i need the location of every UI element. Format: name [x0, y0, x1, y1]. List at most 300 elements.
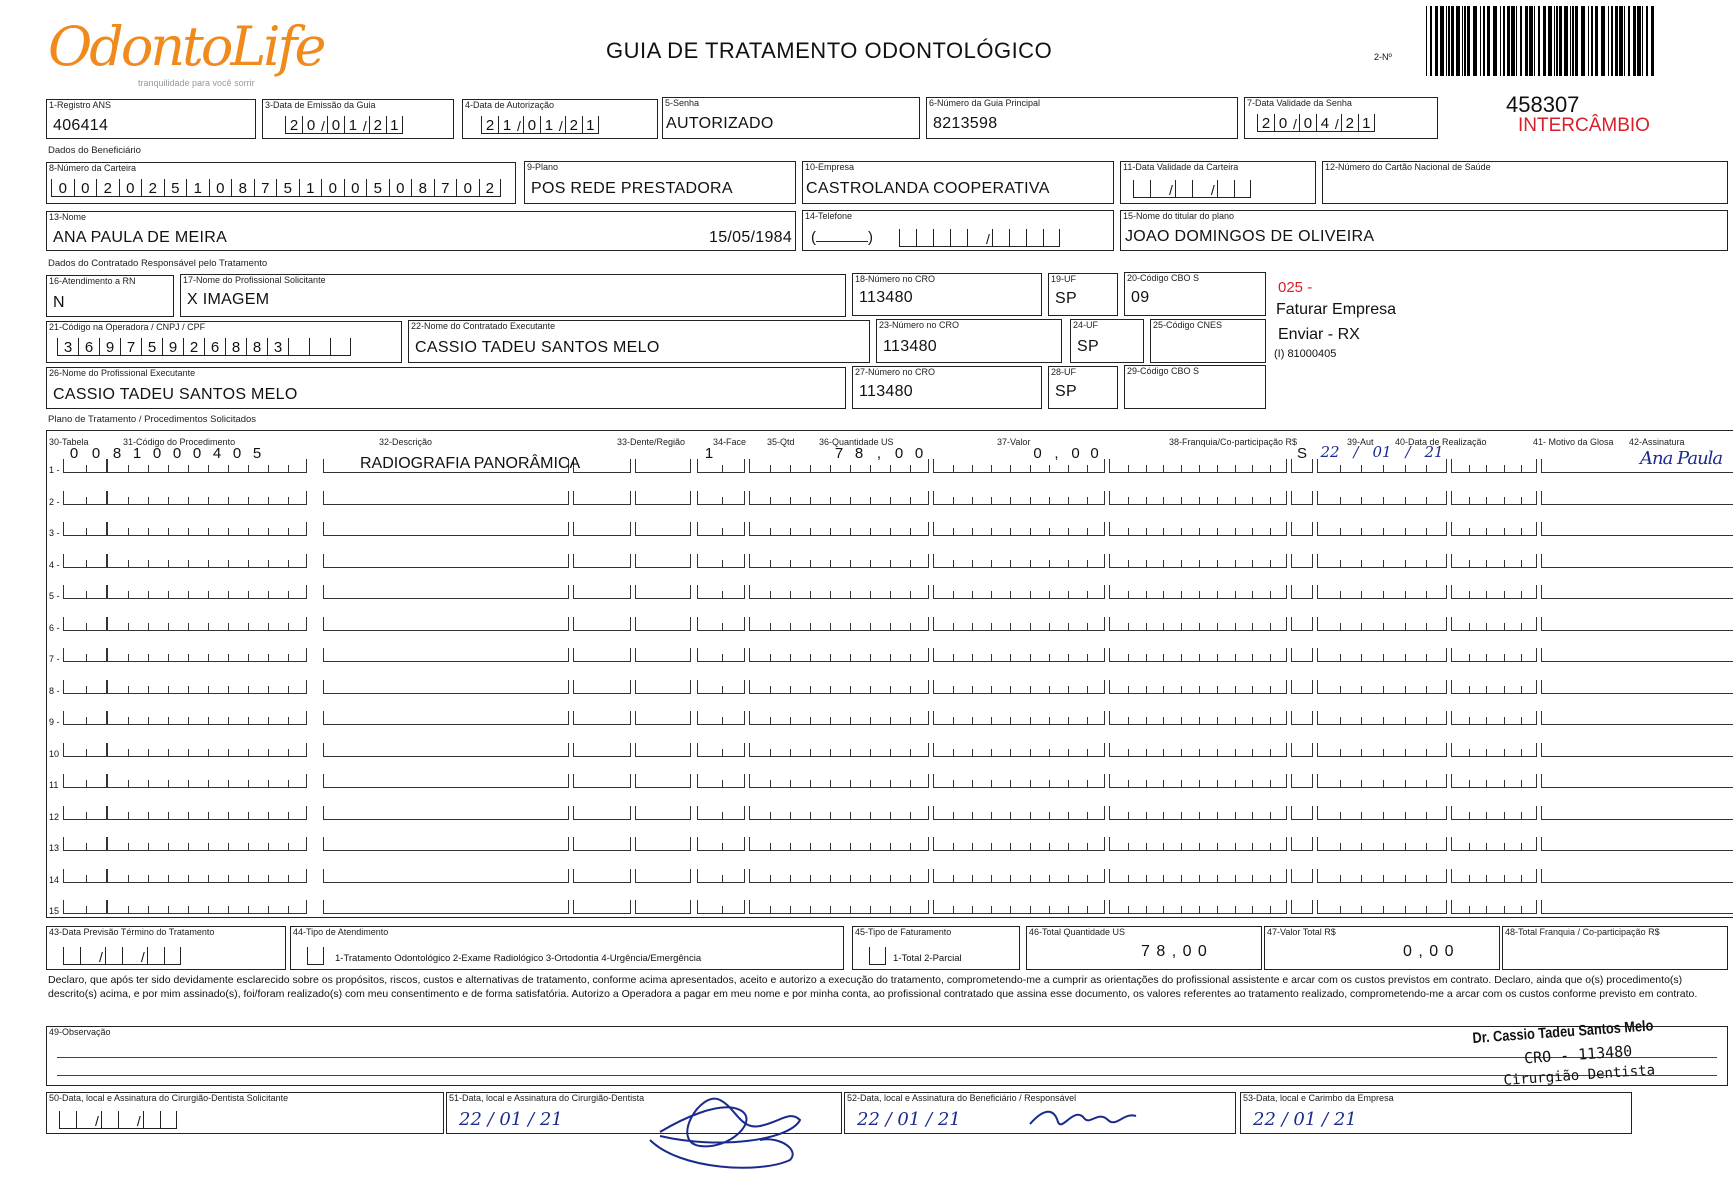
table-cell[interactable]: [1317, 491, 1447, 505]
table-cell[interactable]: [1291, 522, 1313, 536]
table-cell[interactable]: [107, 648, 307, 662]
cell-tick: [1383, 717, 1384, 724]
table-cell[interactable]: [1109, 491, 1287, 505]
table-cell[interactable]: [63, 711, 107, 725]
table-cell[interactable]: [1541, 617, 1733, 631]
table-cell[interactable]: [1451, 806, 1537, 820]
cell-tick: [1128, 717, 1129, 724]
table-cell[interactable]: [1317, 680, 1447, 694]
cell-tick: [1049, 843, 1050, 850]
field-label: 3-Data de Emissão da Guia: [265, 100, 376, 110]
cell-tick: [1049, 906, 1050, 913]
table-cell[interactable]: [1317, 743, 1447, 757]
cell-tick: [86, 780, 87, 787]
cell-tick: [228, 780, 229, 787]
table-cell[interactable]: [1109, 869, 1287, 883]
table-cell[interactable]: [1541, 648, 1733, 662]
table-cell[interactable]: [1291, 680, 1313, 694]
table-cell[interactable]: [1541, 900, 1733, 914]
cro-solicitante-value[interactable]: 113480: [859, 289, 914, 306]
table-cell[interactable]: [573, 522, 631, 536]
table-cell[interactable]: [63, 554, 107, 568]
table-cell[interactable]: [749, 491, 929, 505]
cell-tick: [810, 560, 811, 567]
table-cell[interactable]: [107, 585, 307, 599]
table-cell[interactable]: [1109, 900, 1287, 914]
table-cell[interactable]: [635, 554, 691, 568]
cell-tick: [1010, 591, 1011, 598]
table-cell[interactable]: [323, 900, 569, 914]
cell-tick: [953, 717, 954, 724]
table-cell[interactable]: [1451, 837, 1537, 851]
table-cell[interactable]: [1291, 774, 1313, 788]
table-cell[interactable]: [697, 900, 745, 914]
table-cell[interactable]: [323, 554, 569, 568]
table-cell[interactable]: [107, 900, 307, 914]
table-cell[interactable]: [573, 900, 631, 914]
cell-tick: [972, 591, 973, 598]
table-cell[interactable]: [1541, 837, 1733, 851]
table-cell[interactable]: [107, 711, 307, 725]
table-cell[interactable]: [635, 711, 691, 725]
table-cell[interactable]: [63, 617, 107, 631]
table-cell[interactable]: [933, 648, 1105, 662]
table-cell[interactable]: [1291, 743, 1313, 757]
row-number: 3 -: [49, 528, 60, 538]
cell-tick: [168, 560, 169, 567]
plano-value[interactable]: POS REDE PRESTADORA: [531, 180, 733, 197]
table-cell[interactable]: [1109, 554, 1287, 568]
table-cell[interactable]: [1317, 554, 1447, 568]
cell-tick: [910, 528, 911, 535]
table-cell[interactable]: [1291, 491, 1313, 505]
cell-tick: [972, 906, 973, 913]
row1-valor-digit: 0: [1090, 445, 1099, 462]
table-cell[interactable]: [573, 774, 631, 788]
table-cell[interactable]: [635, 459, 691, 473]
contratado-executante-value[interactable]: CASSIO TADEU SANTOS MELO: [415, 339, 660, 356]
table-cell[interactable]: [1541, 774, 1733, 788]
senha-value[interactable]: AUTORIZADO: [666, 115, 774, 132]
atendimento-rn-value[interactable]: N: [53, 294, 65, 311]
table-cell[interactable]: [749, 774, 929, 788]
table-cell[interactable]: [573, 617, 631, 631]
table-cell[interactable]: [697, 648, 745, 662]
table-cell[interactable]: [697, 837, 745, 851]
table-cell[interactable]: [1109, 743, 1287, 757]
table-cell[interactable]: [107, 522, 307, 536]
table-cell[interactable]: [1451, 585, 1537, 599]
table-cell[interactable]: [749, 711, 929, 725]
digit-cell: [1234, 180, 1251, 198]
table-cell[interactable]: [1317, 585, 1447, 599]
total-us-value[interactable]: 7 8 , 0 0: [1141, 943, 1208, 960]
uf-solicitante-value[interactable]: SP: [1055, 290, 1077, 307]
table-cell[interactable]: [1317, 522, 1447, 536]
table-cell[interactable]: [697, 522, 745, 536]
table-cell[interactable]: [1109, 522, 1287, 536]
table-cell[interactable]: [1317, 711, 1447, 725]
telefone-digits[interactable]: [899, 229, 1060, 247]
cell-tick: [1383, 654, 1384, 661]
table-cell[interactable]: [1451, 491, 1537, 505]
table-cell[interactable]: [107, 806, 307, 820]
header-quantidade-us: 36-Quantidade US: [819, 437, 894, 447]
cell-tick: [1163, 528, 1164, 535]
table-cell[interactable]: [933, 585, 1105, 599]
table-cell[interactable]: [1109, 774, 1287, 788]
table-cell[interactable]: [323, 711, 569, 725]
carimbo-empresa-date[interactable]: 22 / 01 / 21: [1253, 1109, 1357, 1130]
table-cell[interactable]: [107, 554, 307, 568]
table-cell[interactable]: [323, 743, 569, 757]
profissional-solicitante-value[interactable]: X IMAGEM: [187, 291, 270, 308]
table-cell[interactable]: [933, 806, 1105, 820]
cell-tick: [1068, 812, 1069, 819]
table-cell[interactable]: [749, 617, 929, 631]
table-cell[interactable]: [107, 869, 307, 883]
valor-total-value[interactable]: 0 , 0 0: [1403, 943, 1455, 960]
cell-tick: [1405, 812, 1406, 819]
table-cell[interactable]: [323, 806, 569, 820]
table-cell[interactable]: [1291, 617, 1313, 631]
table-cell[interactable]: [933, 711, 1105, 725]
numero-carteira-digits[interactable]: [51, 179, 501, 197]
cell-tick: [870, 591, 871, 598]
table-cell[interactable]: [1317, 648, 1447, 662]
table-cell[interactable]: [107, 837, 307, 851]
table-cell[interactable]: [1291, 837, 1313, 851]
row1-data-char: /: [1405, 443, 1411, 461]
table-cell[interactable]: [63, 900, 107, 914]
cell-tick: [268, 528, 269, 535]
table-cell[interactable]: [1291, 900, 1313, 914]
assinatura-solicitante-date[interactable]: [59, 1111, 177, 1129]
telefone-ddd[interactable]: ( ): [811, 229, 873, 246]
table-cell[interactable]: [1541, 491, 1733, 505]
table-cell[interactable]: [1109, 648, 1287, 662]
table-cell[interactable]: [697, 743, 745, 757]
cell-tick: [1486, 780, 1487, 787]
barcode-bar: [1646, 6, 1648, 76]
table-cell[interactable]: [63, 837, 107, 851]
cell-tick: [1426, 780, 1427, 787]
table-cell[interactable]: [323, 774, 569, 788]
cro-executante-value[interactable]: 113480: [859, 383, 914, 400]
cell-tick: [890, 654, 891, 661]
row1-us-digit: 7: [834, 445, 844, 462]
registro-ans-value[interactable]: 406414: [53, 117, 109, 134]
table-cell[interactable]: [1291, 554, 1313, 568]
table-cell[interactable]: [63, 743, 107, 757]
assinatura-beneficiario-date[interactable]: 22 / 01 / 21: [857, 1109, 961, 1130]
table-cell[interactable]: [323, 869, 569, 883]
cell-tick: [1163, 560, 1164, 567]
data-emissao-digits[interactable]: [285, 116, 403, 134]
table-cell[interactable]: [749, 680, 929, 694]
table-cell[interactable]: [933, 491, 1105, 505]
data-autorizacao-digits[interactable]: [481, 116, 599, 134]
cell-tick: [830, 812, 831, 819]
table-cell[interactable]: [749, 837, 929, 851]
table-cell[interactable]: [697, 585, 745, 599]
table-cell[interactable]: [1451, 617, 1537, 631]
table-cell[interactable]: [1541, 680, 1733, 694]
table-cell[interactable]: [323, 680, 569, 694]
table-cell[interactable]: [697, 554, 745, 568]
table-cell[interactable]: [933, 522, 1105, 536]
table-cell[interactable]: [1317, 900, 1447, 914]
table-cell[interactable]: [1317, 869, 1447, 883]
validade-carteira-digits[interactable]: [1133, 180, 1251, 198]
table-cell[interactable]: [1541, 743, 1733, 757]
table-cell[interactable]: [697, 491, 745, 505]
table-cell[interactable]: [63, 774, 107, 788]
table-cell[interactable]: [573, 743, 631, 757]
table-cell[interactable]: [63, 648, 107, 662]
tipo-atendimento-box[interactable]: [307, 947, 324, 965]
cell-tick: [1426, 591, 1427, 598]
cell-tick: [770, 591, 771, 598]
date-separator: /: [1293, 116, 1297, 132]
table-cell[interactable]: [63, 869, 107, 883]
cell-tick: [1049, 528, 1050, 535]
table-cell[interactable]: [573, 680, 631, 694]
table-cell[interactable]: [1541, 869, 1733, 883]
titular-value[interactable]: JOAO DOMINGOS DE OLIVEIRA: [1125, 228, 1375, 245]
table-cell[interactable]: [749, 900, 929, 914]
cell-tick: [1217, 780, 1218, 787]
cell-tick: [1235, 843, 1236, 850]
table-cell[interactable]: [635, 743, 691, 757]
table-cell[interactable]: [635, 774, 691, 788]
cell-tick: [228, 497, 229, 504]
cell-tick: [890, 875, 891, 882]
table-cell[interactable]: [1451, 743, 1537, 757]
table-cell[interactable]: [1291, 869, 1313, 883]
table-cell[interactable]: [573, 648, 631, 662]
cell-tick: [248, 686, 249, 693]
field-label: 51-Data, local e Assinatura do Cirurgião-Dentista: [449, 1093, 645, 1103]
cell-tick: [991, 654, 992, 661]
table-cell[interactable]: [635, 900, 691, 914]
table-cell[interactable]: [635, 491, 691, 505]
table-cell[interactable]: [63, 680, 107, 694]
table-cell[interactable]: [1451, 900, 1537, 914]
tipo-faturamento-options: 1-Total 2-Parcial: [893, 953, 962, 964]
table-cell[interactable]: [1291, 648, 1313, 662]
table-cell[interactable]: [1541, 554, 1733, 568]
table-cell[interactable]: [1451, 522, 1537, 536]
cell-tick: [1128, 560, 1129, 567]
nascimento-value[interactable]: 15/05/1984: [709, 229, 793, 246]
table-cell[interactable]: [573, 837, 631, 851]
table-cell[interactable]: [697, 774, 745, 788]
row1-tabela-digit: 0: [69, 445, 79, 462]
table-cell[interactable]: [1109, 680, 1287, 694]
table-cell[interactable]: [63, 806, 107, 820]
table-cell[interactable]: [323, 837, 569, 851]
table-cell[interactable]: [933, 774, 1105, 788]
empresa-value[interactable]: CASTROLANDA COOPERATIVA: [806, 180, 1050, 197]
table-cell[interactable]: [635, 522, 691, 536]
table-cell[interactable]: [107, 680, 307, 694]
table-cell[interactable]: [697, 680, 745, 694]
table-cell[interactable]: [573, 806, 631, 820]
table-cell[interactable]: [1451, 680, 1537, 694]
cell-tick: [1405, 780, 1406, 787]
table-cell[interactable]: [1109, 711, 1287, 725]
cell-tick: [1252, 843, 1253, 850]
digit-cell: 2: [481, 116, 498, 134]
table-cell[interactable]: [1451, 774, 1537, 788]
uf-contratado-value[interactable]: SP: [1077, 338, 1099, 355]
table-cell[interactable]: [1317, 459, 1447, 473]
table-cell[interactable]: [635, 837, 691, 851]
table-cell[interactable]: [1541, 522, 1733, 536]
profissional-executante-value[interactable]: CASSIO TADEU SANTOS MELO: [53, 386, 298, 403]
table-cell[interactable]: [107, 743, 307, 757]
cro-contratado-value[interactable]: 113480: [883, 338, 938, 355]
table-cell[interactable]: [573, 585, 631, 599]
cell-tick: [268, 465, 269, 472]
table-cell[interactable]: [749, 648, 929, 662]
cell-tick: [1010, 686, 1011, 693]
table-cell[interactable]: [749, 522, 929, 536]
cell-tick: [850, 906, 851, 913]
table-cell[interactable]: [1109, 837, 1287, 851]
table-cell[interactable]: [1451, 459, 1537, 473]
table-cell[interactable]: [573, 491, 631, 505]
table-cell[interactable]: [933, 617, 1105, 631]
table-cell[interactable]: [107, 774, 307, 788]
table-cell[interactable]: [635, 680, 691, 694]
validade-senha-digits[interactable]: [1257, 114, 1375, 132]
table-cell[interactable]: [1317, 617, 1447, 631]
table-cell[interactable]: [107, 491, 307, 505]
table-cell[interactable]: [697, 617, 745, 631]
table-cell[interactable]: [1451, 869, 1537, 883]
table-cell[interactable]: [1451, 711, 1537, 725]
assinatura-cirurgiao-date[interactable]: 22 / 01 / 21: [459, 1109, 563, 1130]
table-cell[interactable]: [323, 648, 569, 662]
table-cell[interactable]: [573, 711, 631, 725]
table-cell[interactable]: [107, 617, 307, 631]
table-cell[interactable]: [1541, 806, 1733, 820]
table-cell[interactable]: [635, 585, 691, 599]
table-cell[interactable]: [749, 743, 929, 757]
table-cell[interactable]: [697, 806, 745, 820]
cell-tick: [1469, 717, 1470, 724]
table-cell[interactable]: [1317, 837, 1447, 851]
field-plano: [524, 161, 796, 204]
field-label: 52-Data, local e Assinatura do Beneficiário / Responsável: [847, 1093, 1077, 1103]
table-cell[interactable]: [1109, 459, 1287, 473]
cell-tick: [870, 623, 871, 630]
cell-tick: [1383, 843, 1384, 850]
table-cell[interactable]: [63, 491, 107, 505]
table-cell[interactable]: [697, 869, 745, 883]
cell-tick: [1217, 686, 1218, 693]
table-cell[interactable]: [1317, 774, 1447, 788]
table-cell[interactable]: [1541, 585, 1733, 599]
cell-tick: [1010, 780, 1011, 787]
table-cell[interactable]: [1109, 617, 1287, 631]
table-cell[interactable]: [573, 869, 631, 883]
nome-value[interactable]: ANA PAULA DE MEIRA: [53, 229, 228, 246]
table-cell[interactable]: [933, 869, 1105, 883]
codigo-operadora-digits[interactable]: [57, 338, 351, 356]
barcode-bar: [1520, 6, 1522, 76]
table-cell[interactable]: [323, 522, 569, 536]
table-cell[interactable]: [323, 491, 569, 505]
table-cell[interactable]: [323, 585, 569, 599]
table-cell[interactable]: [933, 680, 1105, 694]
table-cell[interactable]: [749, 585, 929, 599]
table-cell[interactable]: [1291, 585, 1313, 599]
table-cell[interactable]: [1291, 806, 1313, 820]
cell-tick: [1087, 812, 1088, 819]
table-cell[interactable]: [1541, 711, 1733, 725]
table-cell[interactable]: [635, 617, 691, 631]
cell-tick: [1068, 528, 1069, 535]
table-cell[interactable]: [1109, 585, 1287, 599]
observacao-line-2[interactable]: [57, 1075, 1717, 1076]
cell-tick: [86, 686, 87, 693]
table-cell[interactable]: [63, 522, 107, 536]
table-cell[interactable]: [749, 806, 929, 820]
table-cell[interactable]: [1291, 711, 1313, 725]
table-cell[interactable]: [323, 617, 569, 631]
cell-tick: [790, 465, 791, 472]
table-cell[interactable]: [1451, 554, 1537, 568]
table-cell[interactable]: [573, 554, 631, 568]
table-cell[interactable]: [933, 837, 1105, 851]
table-cell[interactable]: [1317, 806, 1447, 820]
table-cell[interactable]: [1109, 806, 1287, 820]
cell-tick: [770, 686, 771, 693]
table-cell[interactable]: [573, 459, 631, 473]
table-cell[interactable]: [1451, 648, 1537, 662]
barcode-bar: [1559, 6, 1562, 76]
row1-descricao[interactable]: RADIOGRAFIA PANORÂMICA: [360, 455, 581, 472]
cbo-solicitante-value[interactable]: 09: [1131, 289, 1150, 306]
table-cell[interactable]: [749, 554, 929, 568]
table-cell[interactable]: [635, 869, 691, 883]
cell-tick: [790, 528, 791, 535]
cell-tick: [1252, 560, 1253, 567]
observacao-line[interactable]: [57, 1057, 1717, 1058]
table-cell[interactable]: [749, 869, 929, 883]
table-cell[interactable]: [63, 585, 107, 599]
guia-principal-value[interactable]: 8213598: [933, 115, 998, 132]
tipo-faturamento-box[interactable]: [869, 947, 886, 965]
cell-tick: [870, 497, 871, 504]
table-cell[interactable]: [933, 900, 1105, 914]
barcode-bar: [1503, 6, 1505, 76]
table-cell[interactable]: [635, 648, 691, 662]
table-cell[interactable]: [933, 554, 1105, 568]
cell-tick: [128, 560, 129, 567]
uf-executante-value[interactable]: SP: [1055, 383, 1077, 400]
table-cell[interactable]: [635, 806, 691, 820]
table-cell[interactable]: [933, 743, 1105, 757]
previsao-termino-digits[interactable]: [63, 947, 181, 965]
cell-tick: [1146, 749, 1147, 756]
table-cell[interactable]: [697, 711, 745, 725]
field-validade-senha: [1244, 97, 1438, 139]
cell-tick: [1217, 497, 1218, 504]
